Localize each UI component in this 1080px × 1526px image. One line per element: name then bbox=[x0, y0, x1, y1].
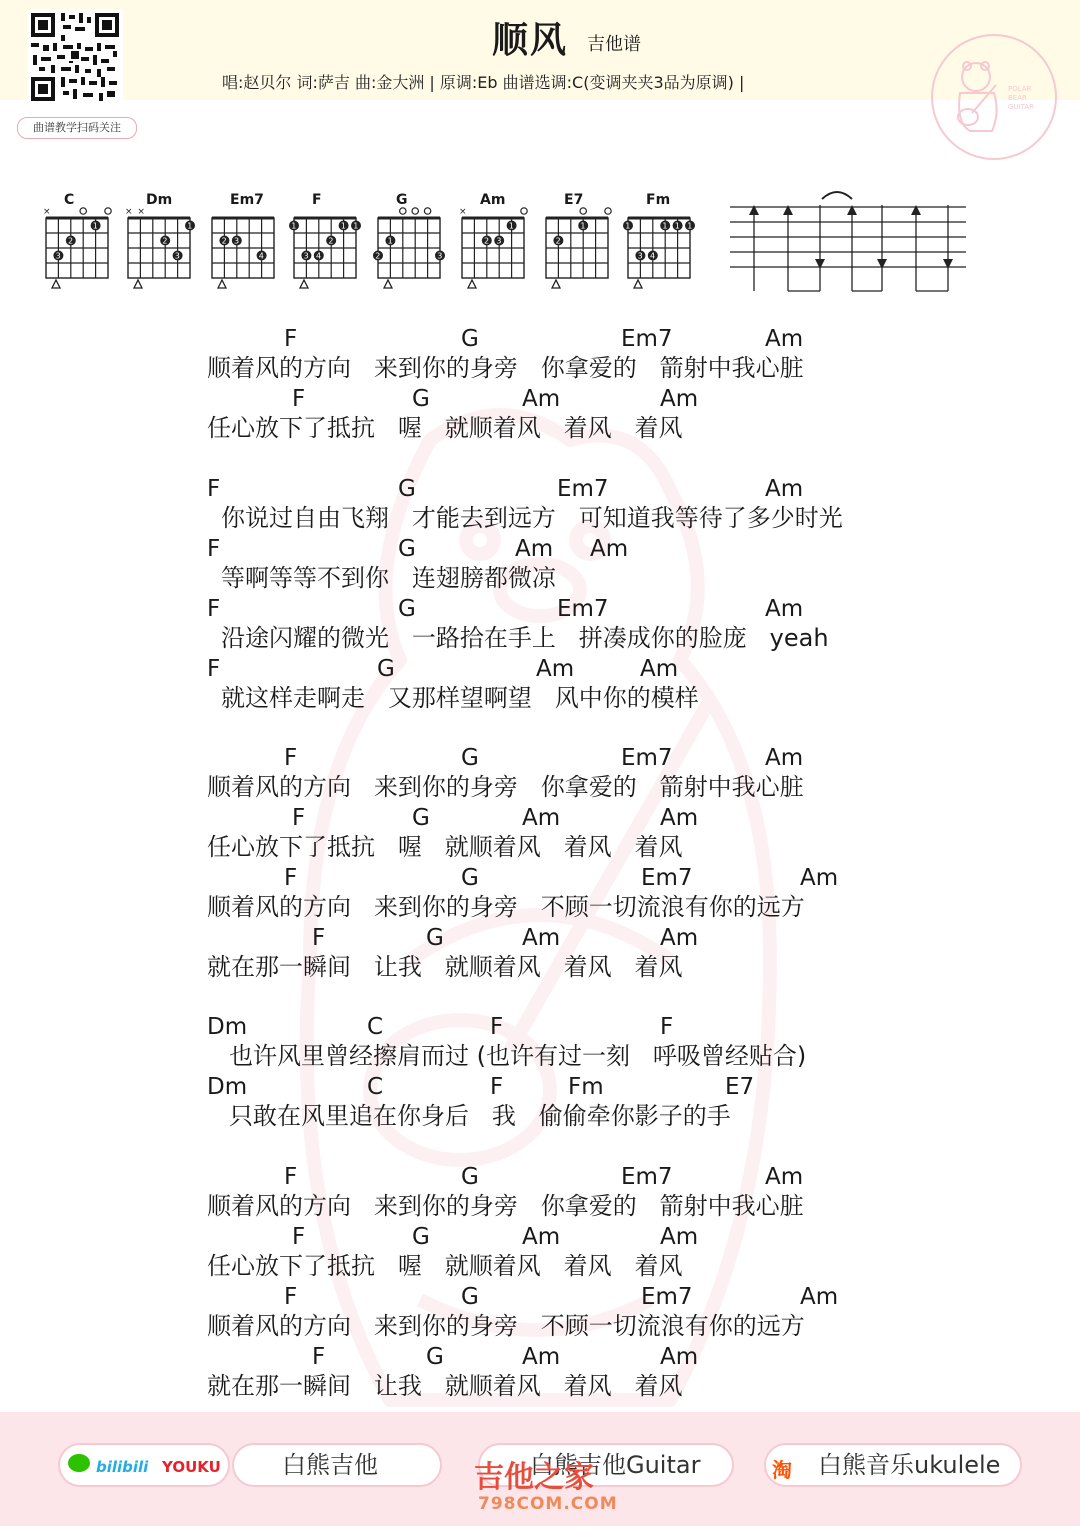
chord-symbol: Dm bbox=[207, 1014, 248, 1040]
lyric-line: 只敢在风里追在你身后 我 偷偷牵你影子的手 bbox=[229, 1102, 731, 1130]
site-stamp: 吉他之家 bbox=[474, 1460, 594, 1495]
svg-text:4: 4 bbox=[316, 251, 322, 261]
lyric-line: 任心放下了抵抗 喔 就顺着风 着风 着风 bbox=[207, 1252, 683, 1280]
chord-symbol: Am bbox=[522, 925, 561, 951]
chord-symbol: Em7 bbox=[641, 865, 693, 891]
lyric-line: 顺着风的方向 来到你的身旁 你拿爱的 箭射中我心脏 bbox=[207, 1192, 804, 1220]
youku-logo: YOUKU bbox=[162, 1458, 221, 1476]
chord-symbol: Am bbox=[765, 1164, 804, 1190]
chord-diagram-name: Dm bbox=[146, 192, 173, 208]
lyric-line: 顺着风的方向 来到你的身旁 你拿爱的 箭射中我心脏 bbox=[207, 773, 804, 801]
strum-pattern bbox=[730, 185, 970, 297]
logo-text-guitar: GUITAR bbox=[1008, 103, 1034, 111]
chord-symbol: F bbox=[284, 865, 298, 891]
chord-symbol: F bbox=[490, 1014, 504, 1040]
chord-symbol: G bbox=[412, 386, 430, 412]
chord-symbol: Am bbox=[660, 805, 699, 831]
chord-symbol: G bbox=[426, 925, 444, 951]
svg-text:×: × bbox=[459, 207, 467, 217]
polar-bear-guitar-logo bbox=[930, 33, 1058, 161]
svg-text:1: 1 bbox=[508, 221, 514, 231]
svg-text:2: 2 bbox=[221, 236, 227, 246]
svg-text:1: 1 bbox=[92, 221, 98, 231]
chord-diagram bbox=[288, 196, 364, 300]
chord-diagram-name: Fm bbox=[646, 192, 671, 208]
chord-symbol: G bbox=[377, 656, 395, 682]
svg-text:3: 3 bbox=[303, 251, 309, 261]
svg-text:2: 2 bbox=[375, 251, 381, 261]
chord-symbol: G bbox=[461, 745, 479, 771]
svg-text:×: × bbox=[137, 207, 145, 217]
site-stamp-url: 798COM.COM bbox=[478, 1494, 618, 1514]
svg-text:3: 3 bbox=[234, 236, 240, 246]
chord-symbol: Em7 bbox=[557, 476, 609, 502]
chord-symbol: Em7 bbox=[621, 745, 673, 771]
svg-text:1: 1 bbox=[387, 236, 393, 246]
chord-symbol: Em7 bbox=[621, 326, 673, 352]
chord-symbol: G bbox=[398, 476, 416, 502]
chord-symbol: Em7 bbox=[641, 1284, 693, 1310]
chord-symbol: G bbox=[412, 805, 430, 831]
svg-text:1: 1 bbox=[291, 221, 297, 231]
chord-symbol: F bbox=[490, 1074, 504, 1100]
chord-symbol: F bbox=[207, 656, 221, 682]
chord-symbol: Am bbox=[515, 536, 554, 562]
chord-diagram-name: G bbox=[396, 192, 408, 208]
chord-symbol: F bbox=[660, 1014, 674, 1040]
chord-diagram bbox=[122, 196, 198, 300]
chord-symbol: F bbox=[207, 596, 221, 622]
chord-symbol: F bbox=[312, 1344, 326, 1370]
chord-symbol: Em7 bbox=[557, 596, 609, 622]
weibo-account-name: 白熊吉他Guitar bbox=[530, 1451, 701, 1479]
chord-diagram bbox=[40, 196, 116, 300]
lyric-line: 顺着风的方向 来到你的身旁 不顾一切流浪有你的远方 bbox=[207, 893, 805, 921]
chord-symbol: Am bbox=[660, 1344, 699, 1370]
lyric-line: 等啊等等不到你 连翅膀都微凉 bbox=[221, 564, 556, 592]
chord-symbol: G bbox=[412, 1224, 430, 1250]
svg-text:1: 1 bbox=[340, 221, 346, 231]
chord-symbol: F bbox=[292, 805, 306, 831]
lyric-line: 就在那一瞬间 让我 就顺着风 着风 着风 bbox=[207, 953, 683, 981]
svg-text:1: 1 bbox=[580, 221, 586, 231]
svg-text:×: × bbox=[43, 207, 51, 217]
chord-symbol: F bbox=[284, 745, 298, 771]
chord-symbol: Am bbox=[765, 476, 804, 502]
svg-text:4: 4 bbox=[258, 251, 264, 261]
chord-diagram bbox=[622, 196, 698, 300]
lyric-line: 沿途闪耀的微光 一路拾在手上 拼凑成你的脸庞 yeah bbox=[221, 624, 829, 652]
chord-symbol: F bbox=[284, 326, 298, 352]
taobao-icon: 淘 bbox=[772, 1458, 792, 1482]
chord-symbol: Em7 bbox=[621, 1164, 673, 1190]
svg-text:2: 2 bbox=[555, 236, 561, 246]
chord-symbol: G bbox=[398, 596, 416, 622]
chord-diagram bbox=[540, 196, 616, 300]
wechat-icon bbox=[68, 1454, 90, 1472]
chord-symbol: F bbox=[207, 536, 221, 562]
chord-diagram bbox=[372, 196, 448, 300]
svg-text:3: 3 bbox=[496, 236, 502, 246]
chord-symbol: G bbox=[461, 865, 479, 891]
chord-symbol: E7 bbox=[725, 1074, 755, 1100]
svg-text:2: 2 bbox=[484, 236, 490, 246]
lyric-line: 你说过自由飞翔 才能去到远方 可知道我等待了多少时光 bbox=[221, 504, 843, 532]
chord-symbol: Am bbox=[590, 536, 629, 562]
lyric-line: 也许风里曾经擦肩而过 (也许有过一刻 呼吸曾经贴合) bbox=[229, 1042, 807, 1070]
chord-symbol: Am bbox=[800, 1284, 839, 1310]
chord-symbol: F bbox=[292, 386, 306, 412]
chord-symbol: F bbox=[312, 925, 326, 951]
chord-symbol: Am bbox=[800, 865, 839, 891]
qr-code bbox=[27, 9, 123, 105]
lyric-line: 就这样走啊走 又那样望啊望 风中你的模样 bbox=[221, 684, 699, 712]
chord-symbol: Am bbox=[522, 805, 561, 831]
song-meta: 唱:赵贝尔 词:萨吉 曲:金大洲 | 原调:Eb 曲谱选调:C(变调夹夹3品为原调) | bbox=[222, 73, 745, 92]
song-subtitle: 吉他谱 bbox=[587, 34, 641, 55]
chord-symbol: G bbox=[461, 326, 479, 352]
svg-text:1: 1 bbox=[187, 221, 193, 231]
chord-symbol: F bbox=[207, 476, 221, 502]
chord-symbol: Am bbox=[765, 596, 804, 622]
chord-diagram bbox=[456, 196, 532, 300]
chord-symbol: Am bbox=[660, 1224, 699, 1250]
chord-symbol: Am bbox=[522, 1344, 561, 1370]
qr-caption: 曲谱教学扫码关注 bbox=[17, 117, 137, 139]
chord-symbol: Dm bbox=[207, 1074, 248, 1100]
lyric-line: 顺着风的方向 来到你的身旁 你拿爱的 箭射中我心脏 bbox=[207, 354, 804, 382]
song-title: 顺风 bbox=[492, 20, 569, 61]
lyric-line: 任心放下了抵抗 喔 就顺着风 着风 着风 bbox=[207, 833, 683, 861]
logo-text-polar: POLAR bbox=[1008, 85, 1032, 93]
svg-text:×: × bbox=[125, 207, 133, 217]
chord-symbol: Am bbox=[522, 1224, 561, 1250]
lyric-line: 就在那一瞬间 让我 就顺着风 着风 着风 bbox=[207, 1372, 683, 1400]
svg-text:1: 1 bbox=[353, 221, 359, 231]
svg-text:2: 2 bbox=[68, 236, 74, 246]
svg-text:3: 3 bbox=[437, 251, 443, 261]
svg-text:1: 1 bbox=[687, 221, 693, 231]
svg-text:1: 1 bbox=[625, 221, 631, 231]
chord-symbol: G bbox=[426, 1344, 444, 1370]
chord-symbol: Am bbox=[522, 386, 561, 412]
svg-text:1: 1 bbox=[662, 221, 668, 231]
chord-diagram-name: F bbox=[312, 192, 322, 208]
chord-symbol: G bbox=[461, 1164, 479, 1190]
chord-symbol: Am bbox=[765, 326, 804, 352]
chord-symbol: F bbox=[284, 1164, 298, 1190]
chord-symbol: Am bbox=[660, 925, 699, 951]
svg-text:3: 3 bbox=[637, 251, 643, 261]
logo-text-bear: BEAR bbox=[1008, 94, 1027, 102]
chord-symbol: C bbox=[367, 1074, 384, 1100]
svg-text:4: 4 bbox=[650, 251, 656, 261]
chord-symbol: Am bbox=[640, 656, 679, 682]
wechat-account-name: 白熊吉他 bbox=[282, 1451, 378, 1479]
svg-text:2: 2 bbox=[328, 236, 334, 246]
chord-symbol: G bbox=[398, 536, 416, 562]
chord-diagram-name: E7 bbox=[564, 192, 584, 208]
chord-diagram bbox=[206, 196, 282, 300]
chord-symbol: G bbox=[461, 1284, 479, 1310]
bilibili-logo: bilibili bbox=[96, 1458, 149, 1476]
chord-symbol: Fm bbox=[568, 1074, 604, 1100]
chord-diagram-name: C bbox=[64, 192, 75, 208]
svg-text:1: 1 bbox=[674, 221, 680, 231]
lyric-line: 顺着风的方向 来到你的身旁 不顾一切流浪有你的远方 bbox=[207, 1312, 805, 1340]
chord-symbol: Am bbox=[660, 386, 699, 412]
chord-diagram-name: Am bbox=[480, 192, 506, 208]
chord-symbol: Am bbox=[536, 656, 575, 682]
chord-symbol: F bbox=[292, 1224, 306, 1250]
chord-symbol: F bbox=[284, 1284, 298, 1310]
chord-symbol: Am bbox=[765, 745, 804, 771]
lyric-line: 任心放下了抵抗 喔 就顺着风 着风 着风 bbox=[207, 414, 683, 442]
chord-diagram-name: Em7 bbox=[230, 192, 264, 208]
taobao-store-name: 白熊音乐ukulele bbox=[818, 1451, 1001, 1479]
svg-text:2: 2 bbox=[162, 236, 168, 246]
svg-text:3: 3 bbox=[55, 251, 61, 261]
svg-text:3: 3 bbox=[174, 251, 180, 261]
chord-symbol: C bbox=[367, 1014, 384, 1040]
